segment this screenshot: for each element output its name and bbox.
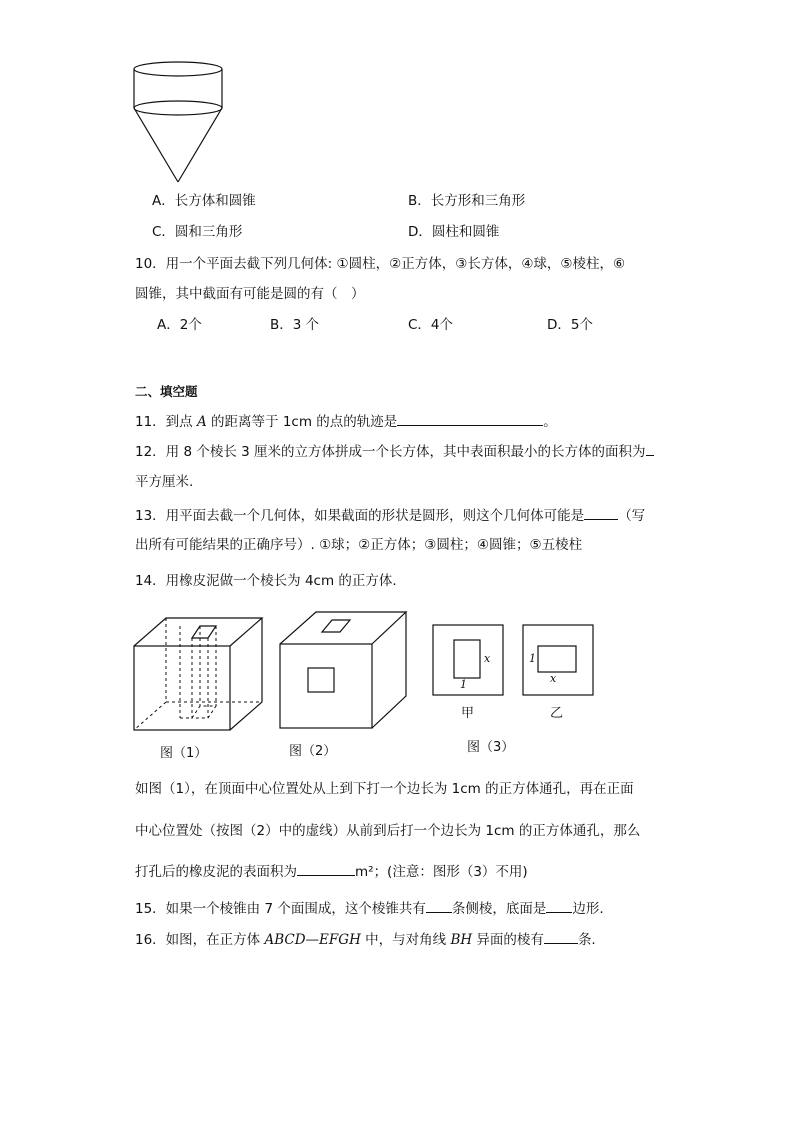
q9-option-c: C．圆和三角形 bbox=[152, 224, 243, 240]
q13-line1-pre: 13．用平面去截一个几何体，如果截面的形状是圆形，则这个几何体可能是 bbox=[135, 508, 585, 524]
q15 bbox=[135, 898, 604, 919]
q16-answer-blank[interactable] bbox=[544, 929, 578, 944]
yi-caption: 乙 bbox=[550, 706, 564, 721]
q11-var: A bbox=[196, 414, 207, 430]
q9-option-d: D．圆柱和圆锥 bbox=[408, 224, 500, 240]
yi-label-x: x bbox=[550, 672, 557, 685]
yi-label-1: 1 bbox=[529, 652, 536, 665]
q14-para3-pre: 打孔后的橡皮泥的表面积为 bbox=[135, 864, 297, 880]
q15-mid: 条侧棱，底面是 bbox=[451, 901, 547, 917]
q15-blank-edges[interactable] bbox=[426, 898, 452, 913]
q13-answer-blank[interactable] bbox=[584, 505, 618, 520]
q15-pre: 15．如果一个棱锥由 7 个面围成，这个棱锥共有 bbox=[135, 901, 426, 917]
figure-2-caption: 图（2） bbox=[289, 744, 337, 759]
q10-option-c: C．4个 bbox=[408, 317, 454, 333]
q14-para1: 如图（1），在顶面中心位置处从上到下打一个边长为 1cm 的正方体通孔，再在正面 bbox=[135, 781, 634, 797]
q10-option-b: B．3 个 bbox=[270, 317, 320, 333]
q14-answer-blank[interactable] bbox=[297, 861, 355, 876]
q11-answer-blank[interactable] bbox=[397, 411, 543, 426]
q11 bbox=[135, 411, 557, 432]
figure-2-cube-front-hole bbox=[276, 608, 410, 734]
q16-post: 异面的棱有 bbox=[472, 932, 544, 948]
q12-answer-blank[interactable] bbox=[646, 441, 654, 456]
q9-option-b: B．长方形和三角形 bbox=[408, 193, 526, 209]
q11-post: 的距离等于 1cm 的点的轨迹是 bbox=[206, 414, 398, 430]
jia-caption: 甲 bbox=[461, 706, 475, 721]
q13-line1-post: （写 bbox=[618, 508, 646, 524]
q10-option-a: A．2个 bbox=[157, 317, 202, 333]
section-title: 二、填空题 bbox=[135, 384, 198, 399]
q14-para3 bbox=[135, 861, 528, 882]
q10-line2: 圆锥，其中截面有可能是圆的有（ ） bbox=[135, 286, 365, 302]
q12-line1 bbox=[135, 441, 654, 462]
q15-post: 边形. bbox=[572, 901, 604, 917]
q16-diagonal: BH bbox=[450, 932, 473, 948]
q15-blank-base[interactable] bbox=[546, 898, 572, 913]
q13-line2: 出所有可能结果的正确序号）. ①球；②正方体；③圆柱；④圆锥；⑤五棱柱 bbox=[135, 537, 583, 553]
q11-pre: 11．到点 bbox=[135, 414, 197, 430]
q16-pre: 16．如图，在正方体 bbox=[135, 932, 265, 948]
jia-label-x: x bbox=[484, 652, 491, 665]
q12-line1-text: 12．用 8 个棱长 3 厘米的立方体拼成一个长方体，其中表面积最小的长方体的面积为 bbox=[135, 444, 646, 460]
jia-label-1: 1 bbox=[460, 678, 467, 691]
q11-end: 。 bbox=[543, 414, 557, 430]
q10-option-d: D．5个 bbox=[547, 317, 593, 333]
figure-3-jia bbox=[432, 624, 504, 696]
q14-para2: 中心位置处（按图（2）中的虚线）从前到后打一个边长为 1cm 的正方体通孔，那么 bbox=[135, 823, 641, 839]
figure-1-caption: 图（1） bbox=[160, 746, 208, 761]
q13-line1 bbox=[135, 505, 645, 526]
q12-line2: 平方厘米. bbox=[135, 474, 194, 490]
figure-1-cube-vertical-hole bbox=[130, 614, 266, 736]
q16-cube-name: ABCD—EFGH bbox=[264, 932, 361, 948]
cylinder-cone-figure bbox=[128, 58, 228, 188]
q9-option-a: A．长方体和圆锥 bbox=[152, 193, 256, 209]
q16 bbox=[135, 929, 596, 950]
figure-3-caption: 图（3） bbox=[467, 740, 515, 755]
q14-line1: 14．用橡皮泥做一个棱长为 4cm 的正方体. bbox=[135, 573, 397, 589]
q16-end: 条. bbox=[577, 932, 596, 948]
q14-para3-post: m²；(注意：图形（3）不用) bbox=[355, 864, 528, 880]
q10-line1: 10．用一个平面去截下列几何体: ①圆柱，②正方体，③长方体，④球，⑤棱柱，⑥ bbox=[135, 256, 626, 272]
q16-mid: 中，与对角线 bbox=[360, 932, 451, 948]
